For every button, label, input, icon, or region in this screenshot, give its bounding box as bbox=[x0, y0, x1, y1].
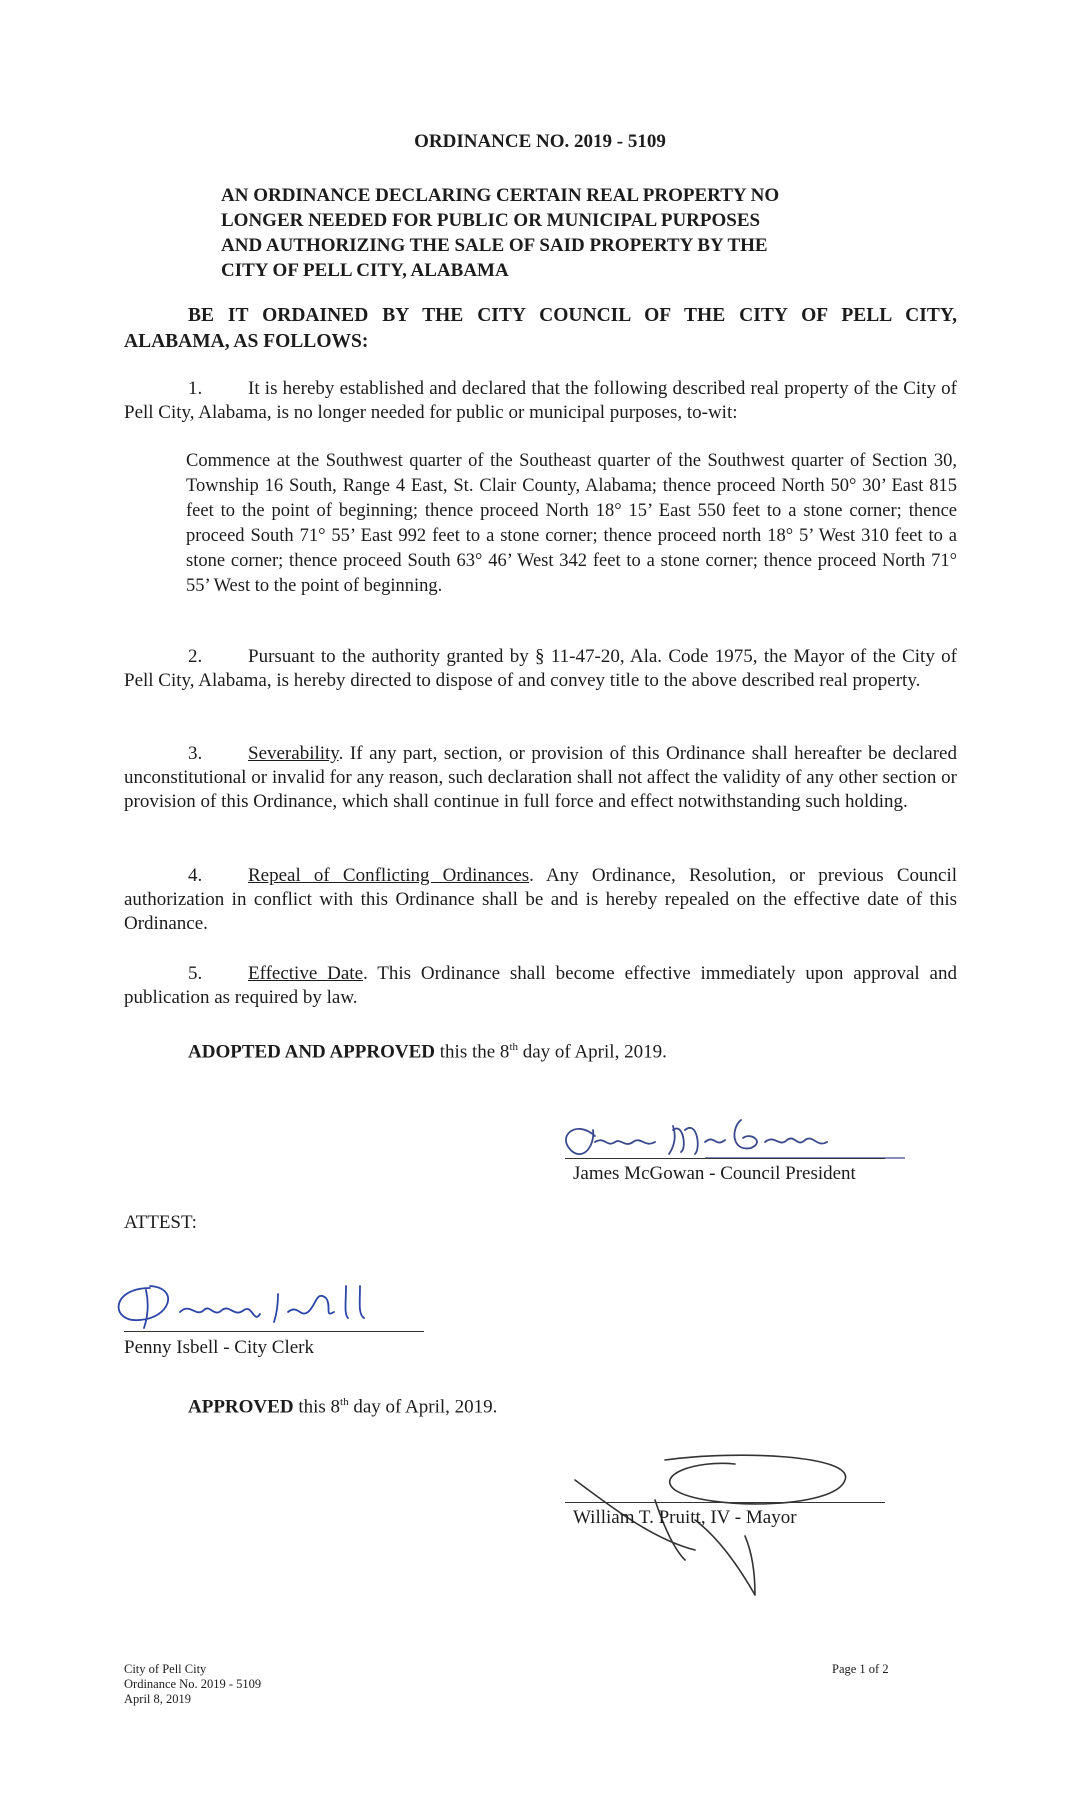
footer-info bbox=[124, 1662, 261, 1707]
section-title: Repeal of Conflicting Ordinances bbox=[248, 865, 530, 886]
adopted-text-end: day of April, 2019. bbox=[518, 1041, 667, 1063]
section-text: . This Ordinance shall become effective immediately upon approval and publication as required by law. bbox=[124, 963, 957, 1008]
section-2 bbox=[124, 645, 957, 693]
adopted-bold: ADOPTED AND APPROVED bbox=[188, 1041, 436, 1063]
section-text: Pursuant to the authority granted by § 11-47-20, Ala. Code 1975, the Mayor of the City of Pell City, Alabama, is hereby directed to dispose of and convey title to the above described real property. bbox=[124, 646, 957, 691]
clerk-signature-line bbox=[124, 1331, 424, 1332]
mayor-name: William T. Pruitt, IV - Mayor bbox=[573, 1507, 797, 1528]
section-number: 5. bbox=[188, 963, 203, 984]
section-4 bbox=[124, 864, 957, 936]
page-number: Page 1 of 2 bbox=[832, 1662, 889, 1676]
footer-line: City of Pell City bbox=[124, 1662, 207, 1676]
clerk-signature bbox=[110, 1278, 450, 1333]
heading-line: AN ORDINANCE DECLARING CERTAIN REAL PROPERTY NO bbox=[221, 185, 780, 206]
president-signature bbox=[555, 1108, 895, 1168]
clerk-name: Penny Isbell - City Clerk bbox=[124, 1337, 314, 1358]
approved-line bbox=[188, 1390, 888, 1419]
president-name: James McGowan - Council President bbox=[573, 1163, 856, 1184]
ordinance-heading bbox=[221, 183, 861, 283]
adopted-text: this the 8 bbox=[435, 1041, 510, 1063]
ordinance-number: ORDINANCE NO. 2019 - 5109 bbox=[414, 131, 666, 152]
heading-line: AND AUTHORIZING THE SALE OF SAID PROPERTY BY THE bbox=[221, 235, 768, 256]
adopted-line bbox=[188, 1035, 888, 1064]
ordained-statement: BE IT ORDAINED BY THE CITY COUNCIL OF THE CITY OF PELL CITY, ALABAMA, AS FOLLOWS: bbox=[124, 305, 957, 352]
footer-line: Ordinance No. 2019 - 5109 bbox=[124, 1677, 262, 1691]
section-number: 1. bbox=[188, 378, 203, 399]
president-signature-line bbox=[565, 1158, 885, 1159]
approved-sup: th bbox=[340, 1396, 349, 1408]
legal-description: Commence at the Southwest quarter of the Southeast quarter of the Southwest quarter of Section 30, Township 16 South, Range 4 East, St. Clair County, Alabama; thence proceed North 50° 30’ East 815 feet to the point of beginning; thence proceed North 18° 15’ East 550 feet to a stone corner; thence proceed South 71° 55’ East 992 feet to a stone corner; thence proceed north 18° 5’ West 310 feet to a stone corner; thence proceed South 63° 46’ West 342 feet to a stone corner; thence proceed North 71° 55’ West to the point of beginning. bbox=[186, 451, 957, 596]
section-text: . If any part, section, or provision of this Ordinance shall hereafter be declared unconstitutional or invalid for any reason, such declaration shall not affect the validity of any other section or provision of this Ordinance, which shall continue in full force and effect notwithstanding such holding. bbox=[124, 743, 957, 812]
attest-label: ATTEST: bbox=[124, 1212, 197, 1233]
approved-text: this 8 bbox=[293, 1396, 341, 1418]
heading-line: CITY OF PELL CITY, ALABAMA bbox=[221, 260, 509, 281]
section-title: Effective Date bbox=[248, 963, 363, 984]
footer-line: April 8, 2019 bbox=[124, 1692, 192, 1706]
section-5 bbox=[124, 962, 957, 1010]
section-title: Severability bbox=[248, 743, 339, 764]
heading-line: LONGER NEEDED FOR PUBLIC OR MUNICIPAL PURPOSES bbox=[221, 210, 761, 231]
section-3 bbox=[124, 742, 957, 814]
approved-text-end: day of April, 2019. bbox=[348, 1396, 498, 1418]
section-1 bbox=[124, 377, 957, 425]
section-text: It is hereby established and declared that the following described real property of the City of Pell City, Alabama, is no longer needed for public or municipal purposes, to-wit: bbox=[124, 378, 957, 423]
section-number: 2. bbox=[188, 646, 203, 667]
section-text: . Any Ordinance, Resolution, or previous Council authorization in conflict with this Ordinance shall be and is hereby repealed on the effective date of this Ordinance. bbox=[124, 865, 958, 934]
adopted-sup: th bbox=[509, 1041, 518, 1053]
approved-bold: APPROVED bbox=[188, 1396, 294, 1418]
mayor-signature-line bbox=[565, 1502, 885, 1503]
section-number: 3. bbox=[188, 743, 203, 764]
section-number: 4. bbox=[188, 865, 203, 886]
